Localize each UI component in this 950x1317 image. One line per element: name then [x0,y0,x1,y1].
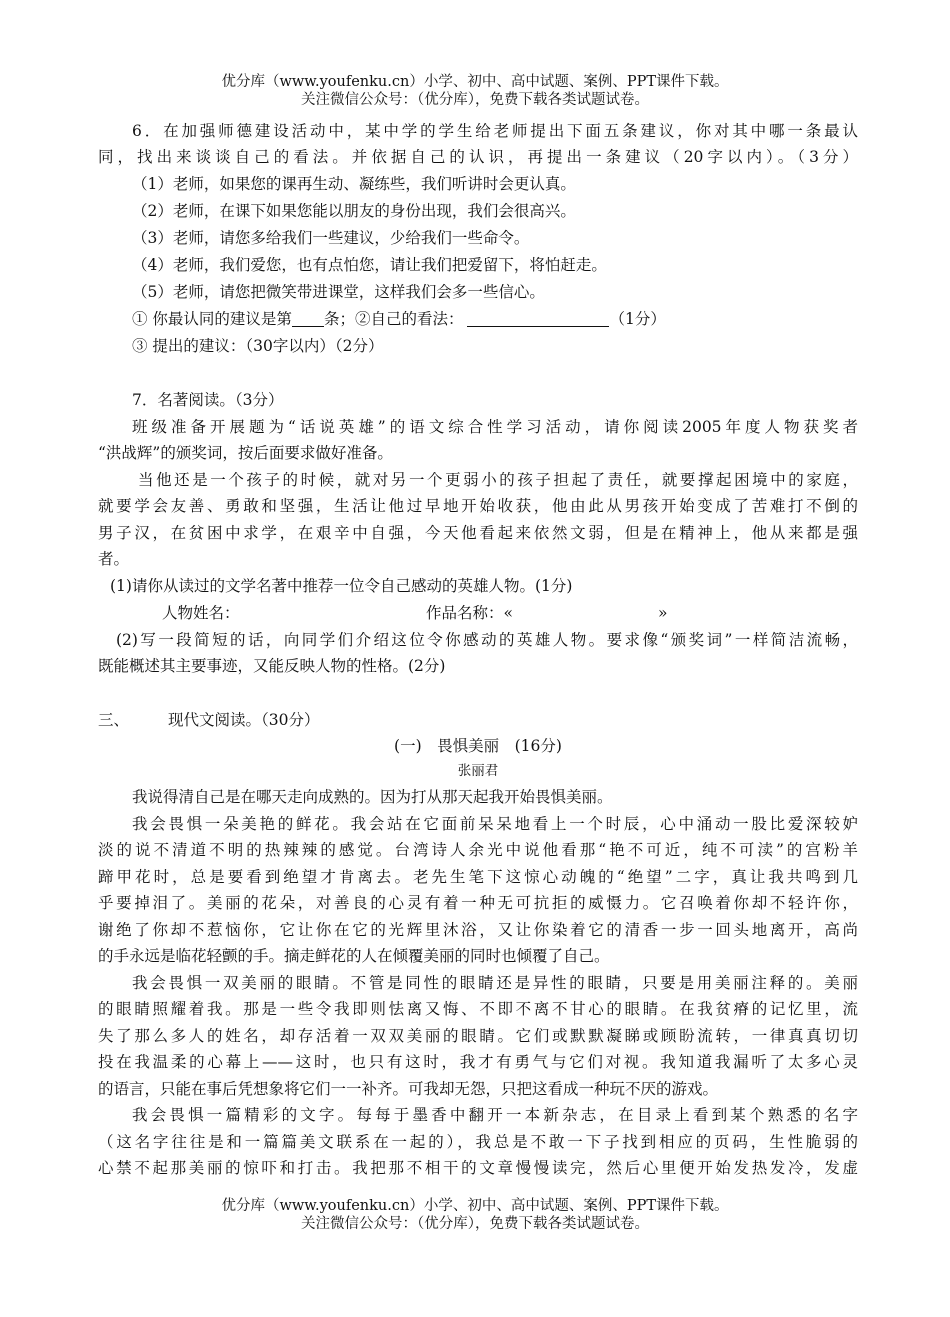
q6-item-4: （4）老师，我们爱您，也有点怕您，请让我们把爱留下，将怕赶走。 [132,256,607,274]
q7-title: 7．名著阅读。（3分） [132,391,284,409]
q7-quote-line-1: 当他还是一个孩子的时候，就对另一个更弱小的孩子担起了责任，就要撑起困境中的家庭， [138,471,858,489]
article-line-6: 谢绝了你却不惹恼你，它让你在它的光辉里沐浴，又让你染着它的清香一步一回头地离开，高尚 [98,921,858,939]
footer-line-2: 关注微信公众号：（优分库），免费下载各类试题试卷。 [301,1216,649,1232]
header-line-2: 关注微信公众号：（优分库），免费下载各类试题试卷。 [301,92,649,108]
q7-sub-question-1: (1)请你从读过的文学名著中推荐一位令自己感动的英雄人物。(1分) [110,577,573,595]
q7-work-close: » [658,604,668,622]
q7-quote-line-2: 就要学会友善、勇敢和坚强，生活让他过早地开始收获，他由此从男孩开始变成了苦难打不倒的 [98,497,858,515]
article-author: 张丽君 [457,763,499,779]
q7-quote-line-4: 者。 [98,550,130,568]
q7-sub-question-2-line-2: 既能概述其主要事迹，又能反映人物的性格。(2分) [98,657,446,675]
q7-name-label: 人物姓名： [162,604,240,622]
article-line-4: 蹄甲花时，总是要看到绝望才肯离去。老先生笔下这惊心动魄的“绝望”二字，真让我共鸣到几 [98,868,858,886]
article-title: (一) 畏惧美丽 (16分) [394,737,562,755]
section-3-title: 现代文阅读。（30分） [168,711,320,729]
article-line-11: 投在我温柔的心幕上——这时，也只有这时，我才有勇气与它们对视。我知道我漏听了太多心灵 [98,1053,858,1071]
q6-stem-line-1: 6．在加强师德建设活动中，某中学的学生给老师提出下面五条建议，你对其中哪一条最认 [132,122,858,140]
q6-answer-line-2: ③ 提出的建议：（30字以内）（2分） [132,337,384,355]
footer-line-1: 优分库（www.youfenku.cn）小学、初中、高中试题、案例、PPT课件下载。 [221,1198,729,1214]
header-line-1: 优分库（www.youfenku.cn）小学、初中、高中试题、案例、PPT课件下载。 [221,74,729,90]
article-line-3: 淡的说不清道不明的热辣辣的感觉。台湾诗人余光中说他看那“艳不可近，纯不可渎”的宫粉羊 [98,841,858,859]
q7-sub-question-2-line-1: (2)写一段简短的话，向同学们介绍这位令你感动的英雄人物。要求像“颁奖词”一样简洁流畅， [116,631,858,649]
q6-blank-number[interactable] [292,310,324,327]
q6-item-2: （2）老师，在课下如果您能以朋友的身份出现，我们会很高兴。 [132,202,576,220]
article-line-9: 的眼睛照耀着我。那是一些令我即则怯离又悔、不即不离不甘心的眼睛。在我贫瘠的记忆里，流 [98,1000,858,1018]
q6-ask1-middle: 条；②自己的看法： [323,310,464,328]
article-line-7: 的手永远是临花轻颤的手。摘走鲜花的人在倾覆美丽的同时也倾覆了自己。 [98,947,610,965]
page-header [0,73,950,109]
q6-item-1: （1）老师，如果您的课再生动、凝练些，我们听讲时会更认真。 [132,175,576,193]
section-3-number: 三、 [98,711,130,729]
article-line-12: 的语言，只能在事后凭想象将它们一一补齐。可我却无怨，只把这看成一种玩不厌的游戏。 [98,1080,719,1098]
article-line-8: 我会畏惧一双美丽的眼睛。不管是同性的眼睛还是异性的眼睛，只要是用美丽注释的。美丽 [132,974,858,992]
article-line-1: 我说得清自己是在哪天走向成熟的。因为打从那天起我开始畏惧美丽。 [132,788,613,806]
q7-quote-line-3: 男子汉，在贫困中求学，在艰辛中自强，今天他看起来依然文弱，但是在精神上，他从来都是强 [98,524,858,542]
article-line-10: 失了那么多人的姓名，却存活着一双双美丽的眼睛。它们或默默凝睇或顾盼流转，一律真真切切 [98,1027,858,1045]
page-footer [0,1197,950,1233]
article-line-2: 我会畏惧一朵美艳的鲜花。我会站在它面前呆呆地看上一个时辰，心中涌动一股比爱深较妒 [132,815,858,833]
q6-item-3: （3）老师，请您多给我们一些建议，少给我们一些命令。 [132,229,530,247]
q7-work-label: 作品名称：« [426,604,513,622]
article-line-13: 我会畏惧一篇精彩的文字。每每于墨香中翻开一本新杂志，在目录上看到某个熟悉的名字 [132,1106,858,1124]
article-line-5: 乎要掉泪了。美丽的花朵，对善良的心灵有着一种无可抗拒的威慑力。它召唤着你却不轻许你， [98,894,858,912]
q6-answer-line-1 [132,306,666,332]
article-line-15: 心禁不起那美丽的惊吓和打击。我把那不相干的文章慢慢读完，然后心里便开始发热发冷，发虚 [98,1159,858,1177]
q6-stem-line-2: 同，找出来谈谈自己的看法。并依据自己的认识，再提出一条建议（20字以内）。（3分） [98,148,858,166]
q6-blank-opinion[interactable] [467,310,609,327]
q6-ask1-score: （1分） [609,310,666,328]
q6-item-5: （5）老师，请您把微笑带进课堂，这样我们会多一些信心。 [132,283,545,301]
q7-intro-line-2: “洪战辉”的颁奖词，按后面要求做好准备。 [98,444,393,462]
article-line-14: （这名字往往是和一篇篇美文联系在一起的），我总是不敢一下子找到相应的页码，生性脆弱的 [98,1133,858,1151]
q6-ask1-prefix: ① 你最认同的建议是第 [132,310,292,328]
q7-intro-line-1: 班级准备开展题为“话说英雄”的语文综合性学习活动，请你阅读2005年度人物获奖者 [132,418,858,436]
